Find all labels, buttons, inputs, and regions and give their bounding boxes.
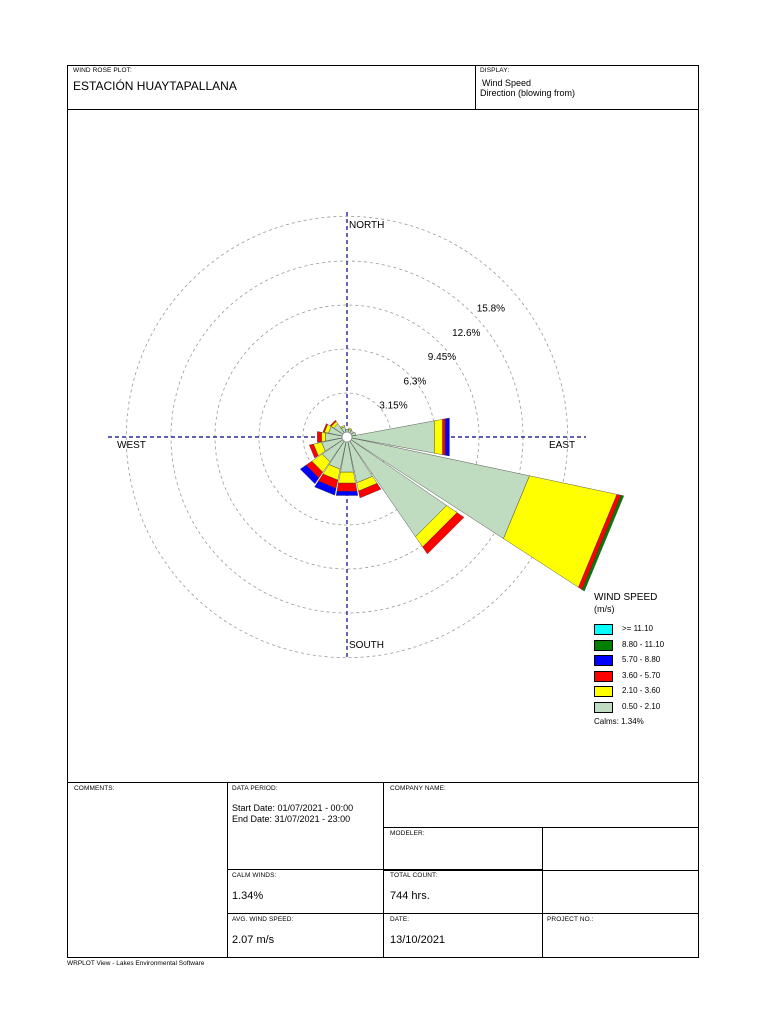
petal-e-bin-2 <box>434 419 442 454</box>
calm-value: 1.34% <box>232 890 264 902</box>
legend-swatch <box>594 655 613 666</box>
data-period-cell <box>227 782 384 870</box>
legend-label: 0.50 - 2.10 <box>622 701 661 711</box>
header-title-box <box>67 65 476 110</box>
ring-label-5: 15.8% <box>476 303 506 315</box>
start-date: Start Date: 01/07/2021 - 00:00 <box>232 803 354 813</box>
legend-item <box>594 624 694 636</box>
legend-title: WIND SPEED <box>594 592 658 603</box>
plot-label: WIND ROSE PLOT: <box>73 67 132 74</box>
petal-s-bin-2 <box>338 472 355 483</box>
legend-swatch <box>594 702 613 713</box>
display-line-2: Direction (blowing from) <box>480 88 576 98</box>
total-label: TOTAL COUNT: <box>390 872 438 879</box>
project-label: PROJECT NO.: <box>547 916 594 923</box>
company-cell <box>383 782 699 828</box>
legend-calms: Calms: 1.34% <box>594 717 644 726</box>
date-label: DATE: <box>390 916 410 923</box>
petal-w-bin-3 <box>317 432 321 443</box>
date-cell <box>383 913 543 958</box>
legend-swatch <box>594 686 613 697</box>
station-title: ESTACIÓN HUAYTAPALLANA <box>73 79 237 93</box>
legend-label: 8.80 - 11.10 <box>622 639 665 649</box>
legend-item <box>594 655 694 667</box>
petal-s-bin-3 <box>337 483 357 491</box>
end-date: End Date: 31/07/2021 - 23:00 <box>232 814 351 824</box>
project-cell <box>542 913 699 958</box>
legend-item <box>594 640 694 652</box>
petal-w-bin-2 <box>321 432 325 441</box>
company-label: COMPANY NAME: <box>390 785 446 792</box>
calm-label: CALM WINDS: <box>232 872 277 879</box>
modeler-cell <box>383 827 543 871</box>
petal-e-bin-3 <box>443 419 446 455</box>
legend-units: (m/s) <box>594 604 615 614</box>
legend-label: 3.60 - 5.70 <box>622 670 661 680</box>
ring-labels-group <box>379 303 505 411</box>
ring-label-4: 12.6% <box>452 327 481 339</box>
data-period-label: DATA PERIOD: <box>232 785 278 792</box>
avg-label: AVG. WIND SPEED: <box>232 916 294 923</box>
header-display-box <box>476 65 699 110</box>
total-count-cell <box>383 869 543 914</box>
legend-swatch <box>594 671 613 682</box>
total-value: 744 hrs. <box>390 890 430 902</box>
calm-winds-cell <box>227 869 384 914</box>
ring-label-1: 3.15% <box>379 400 408 412</box>
petal-e-bin-4 <box>445 418 449 456</box>
legend <box>592 592 692 732</box>
petals-group <box>300 418 623 591</box>
software-credit: WRPLOT View - Lakes Environmental Software <box>67 960 205 967</box>
modeler-extra-cell <box>542 827 699 871</box>
display-line-1: Wind Speed <box>482 78 532 88</box>
display-label: DISPLAY: <box>480 67 510 74</box>
comments-label: COMMENTS: <box>74 785 115 792</box>
legend-label: 5.70 - 8.80 <box>622 655 661 664</box>
petal-s-bin-4 <box>336 491 358 495</box>
legend-label: 2.10 - 3.60 <box>622 686 661 695</box>
legend-item <box>594 686 694 698</box>
legend-item <box>594 671 694 683</box>
north-label: NORTH <box>349 220 385 231</box>
south-label: SOUTH <box>349 640 384 651</box>
ring-label-3: 9.45% <box>427 352 457 364</box>
avg-value: 2.07 m/s <box>232 934 275 946</box>
legend-swatch <box>594 640 613 651</box>
date-value: 13/10/2021 <box>390 934 446 946</box>
comments-cell <box>67 782 228 958</box>
legend-swatch <box>594 624 613 635</box>
legend-item <box>594 702 694 714</box>
calm-circle <box>342 432 352 442</box>
east-label: EAST <box>549 440 576 451</box>
legend-label: >= 11.10 <box>622 624 653 633</box>
west-label: WEST <box>117 440 146 451</box>
avg-speed-cell <box>227 913 384 958</box>
ring-label-2: 6.3% <box>403 376 427 388</box>
modeler-label: MODELER: <box>390 830 425 837</box>
